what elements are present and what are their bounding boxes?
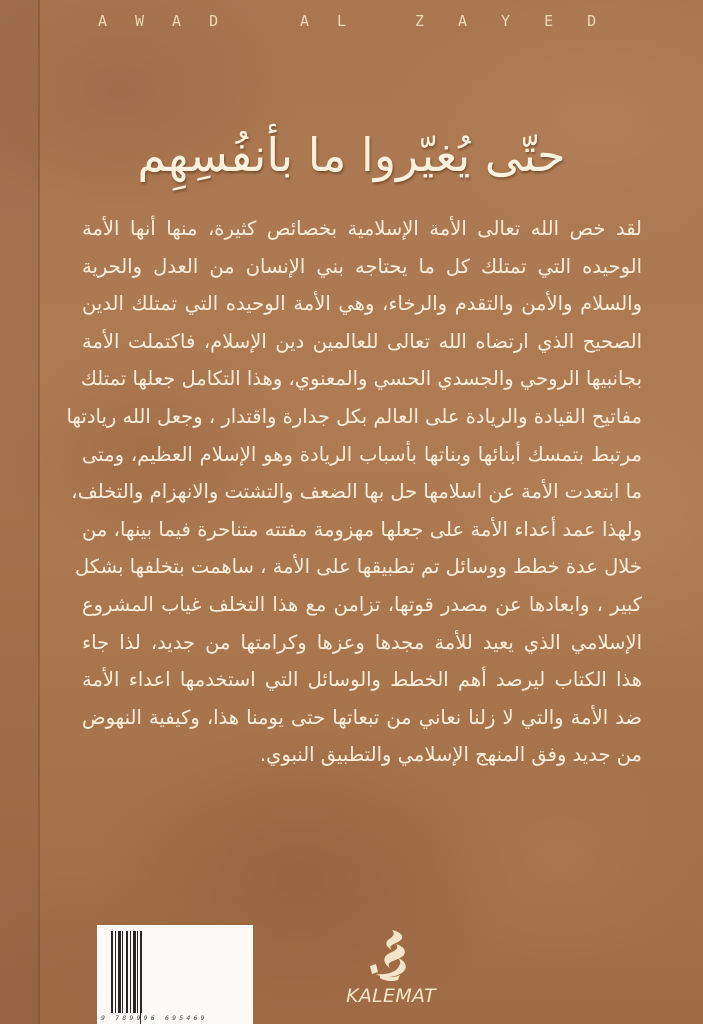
blurb-line: خلال عدة خطط ووسائل تم تطبيقها على الأمة ، ساهمت بتخلفها بشكل xyxy=(75,555,642,579)
author-last-name: ZAYED xyxy=(415,12,631,30)
blurb-line: ولهذا عمد أعداء الأمة على جعلها مهزومة مفتته متناحرة فيما بينها، من xyxy=(82,517,642,541)
isbn-barcode xyxy=(97,925,253,1024)
blurb-line: الإسلامي الذي يعيد للأمة مجدها وعزها وكرامتها من جديد، لذا جاء xyxy=(82,630,642,654)
publisher-name: KALEMAT xyxy=(346,985,436,1007)
blurb-line: كبير ، وابعادها عن مصدر قوتها، تزامن مع هذا التخلف غياب المشروع xyxy=(82,592,642,616)
blurb-line: ما ابتعدت الأمة عن اسلامها حل بها الضعف والتشتت والانهزام والتخلف، xyxy=(71,480,642,504)
blurb-line: الصحيح الذي ارتضاه الله تعالى للعالمين دين الإسلام، فاكتملت الأمة xyxy=(82,329,642,353)
kalemat-flame-logo-icon xyxy=(358,928,418,984)
blurb-line: مفاتيح القيادة والريادة على العالم بكل جدارة واقتدار ، وجعل الله ريادتها xyxy=(66,404,642,428)
blurb-text xyxy=(66,210,642,774)
blurb-line: والسلام والأمن والتقدم والرخاء، وهي الأمة الوحيده التي تمتلك الدين xyxy=(82,292,642,316)
book-title: حتّى يُغيّروا ما بأنفُسِهِم xyxy=(137,128,566,182)
blurb-line: الوحيده التي تمتلك كل ما يحتاجه بني الإنسان من العدل والحرية xyxy=(82,254,642,278)
author-particle: AL xyxy=(300,12,375,30)
blurb-line: بجانبيها الروحي والجسدي الحسي والمعنوي، وهذا التكامل جعلها تمتلك xyxy=(80,367,642,391)
blurb-line: ضد الأمة والتي لا زلنا نعاني من تبعاتها حتى يومنا هذا، وكيفية النهوض xyxy=(82,705,642,729)
blurb-line: من جديد وفق المنهج الإسلامي والتطبيق النبوي. xyxy=(259,743,642,767)
barcode-bars-icon xyxy=(111,931,247,1013)
blurb-line: لقد خص الله تعالى الأمة الإسلامية بخصائص كثيرة، منها أنها الأمة xyxy=(82,217,642,240)
author-first-name: AWAD xyxy=(98,12,247,30)
blurb-line: مرتبط بتمسك أبنائها وبناتها بأسباب الريادة وهو الإسلام العظيم، ومتى xyxy=(82,442,642,466)
blurb-line: هذا الكتاب ليرصد أهم الخطط والوسائل التي استخدمها اعداء الأمة xyxy=(82,668,642,692)
isbn-digits: 9 789996 695469 xyxy=(101,1014,208,1022)
